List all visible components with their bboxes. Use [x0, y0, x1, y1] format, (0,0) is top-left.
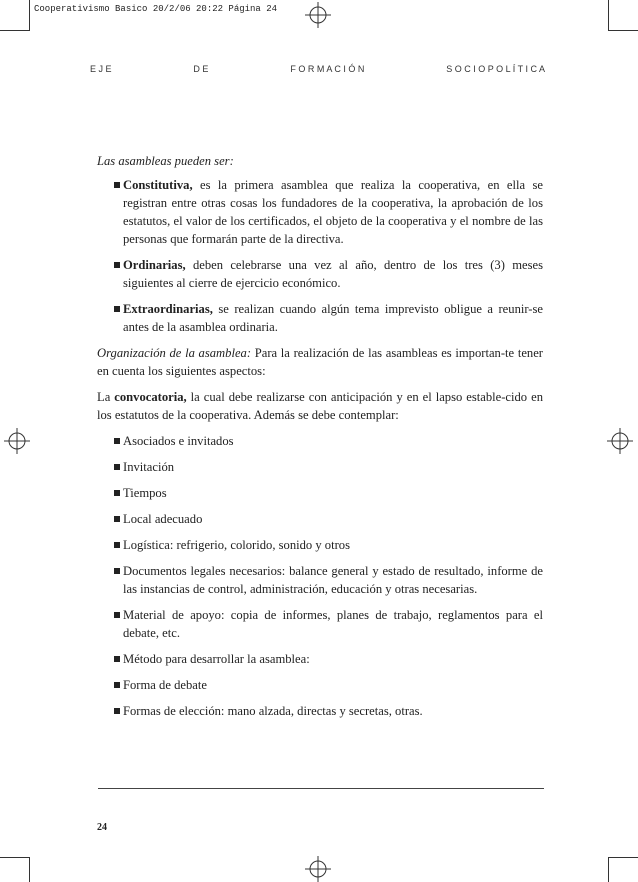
square-bullet-icon [114, 464, 120, 470]
list-item [97, 650, 543, 668]
header-word-formacion: F O R M A C I Ó N [290, 64, 365, 74]
list-item [97, 536, 543, 554]
registration-mark-icon [305, 856, 331, 882]
aspect-text: Local adecuado [123, 512, 203, 526]
square-bullet-icon [114, 306, 120, 312]
term-description: es la primera asamblea que realiza la cooperativa, en ella se registran entre otras cosas los fundadores de la cooperativa, la aprobación de los estatutos, el valor de los certificados, el objeto de la cooperativa y el nombre de las personas que formarán parte de la directiva. [123, 178, 543, 246]
header-word-de: D E [193, 64, 209, 74]
crop-mark-top-right-h [608, 30, 638, 31]
square-bullet-icon [114, 438, 120, 444]
intro-line: Las asambleas pueden ser: [97, 154, 234, 168]
square-bullet-icon [114, 568, 120, 574]
print-slug: Cooperativismo Basico 20/2/06 20:22 Página 24 [34, 4, 278, 14]
body-text [97, 152, 543, 728]
registration-mark-icon [4, 428, 30, 454]
aspect-text: Tiempos [123, 486, 167, 500]
list-item [97, 256, 543, 292]
aspect-text: Invitación [123, 460, 175, 474]
assembly-types-list [97, 176, 543, 336]
square-bullet-icon [114, 708, 120, 714]
aspect-text: Material de apoyo: copia de informes, planes de trabajo, reglamentos para el debate, etc. [123, 608, 543, 640]
crop-mark-bottom-left-h [0, 857, 30, 858]
aspect-text: Documentos legales necesarios: balance general y estado de resultado, informe de las instancias de control, administración, educación y otras necesarias. [123, 564, 543, 596]
list-item [97, 300, 543, 336]
square-bullet-icon [114, 182, 120, 188]
square-bullet-icon [114, 516, 120, 522]
aspects-list [97, 432, 543, 720]
square-bullet-icon [114, 682, 120, 688]
term: Extraordinarias, [123, 302, 213, 316]
convocatoria-text: la cual debe realizarse con anticipación y en el lapso estable-cido en los estatutos de la cooperativa. Además se debe contemplar: [97, 390, 543, 422]
list-item [97, 510, 543, 528]
convocatoria-paragraph [97, 388, 543, 424]
term-description: se realizan cuando algún tema imprevisto obligue a reunir-se antes de la asamblea ordinaria. [123, 302, 543, 334]
list-item [97, 432, 543, 450]
list-item [97, 458, 543, 476]
crop-mark-top-left-h [0, 30, 30, 31]
crop-mark-top-left-v [29, 0, 30, 30]
list-item [97, 484, 543, 502]
aspect-text: Método para desarrollar la asamblea: [123, 652, 310, 666]
footer-rule [98, 788, 544, 789]
aspect-text: Logística: refrigerio, colorido, sonido y otros [123, 538, 350, 552]
square-bullet-icon [114, 542, 120, 548]
crop-mark-bottom-right-h [608, 857, 638, 858]
header-word-sociopolitica: S O C I O P O L Í T I C A [446, 64, 545, 74]
list-item [97, 562, 543, 598]
crop-mark-bottom-left-v [29, 857, 30, 882]
list-item [97, 176, 543, 248]
convocatoria-term: convocatoria, [114, 390, 187, 404]
convocatoria-pre: La [97, 390, 115, 404]
aspect-text: Formas de elección: mano alzada, directas y secretas, otras. [123, 704, 423, 718]
aspect-text: Forma de debate [123, 678, 207, 692]
registration-mark-icon [607, 428, 633, 454]
organization-paragraph [97, 344, 543, 380]
aspect-text: Asociados e invitados [123, 434, 234, 448]
organization-label: Organización de la asamblea: [97, 346, 252, 360]
crop-mark-bottom-right-v [608, 857, 609, 882]
term-description: deben celebrarse una vez al año, dentro de los tres (3) meses siguientes al cierre de ejercicio económico. [123, 258, 543, 290]
crop-mark-top-right-v [608, 0, 609, 30]
square-bullet-icon [114, 612, 120, 618]
square-bullet-icon [114, 262, 120, 268]
square-bullet-icon [114, 656, 120, 662]
organization-text: Para la realización de las asambleas es importan-te tener en cuenta los siguientes aspectos: [97, 346, 543, 378]
list-item [97, 676, 543, 694]
list-item [97, 702, 543, 720]
page-number: 24 [97, 822, 107, 833]
list-item [97, 606, 543, 642]
square-bullet-icon [114, 490, 120, 496]
running-header [90, 64, 545, 74]
header-word-eje: E J E [90, 64, 112, 74]
registration-mark-icon [305, 2, 331, 28]
term: Constitutiva, [123, 178, 193, 192]
term: Ordinarias, [123, 258, 186, 272]
